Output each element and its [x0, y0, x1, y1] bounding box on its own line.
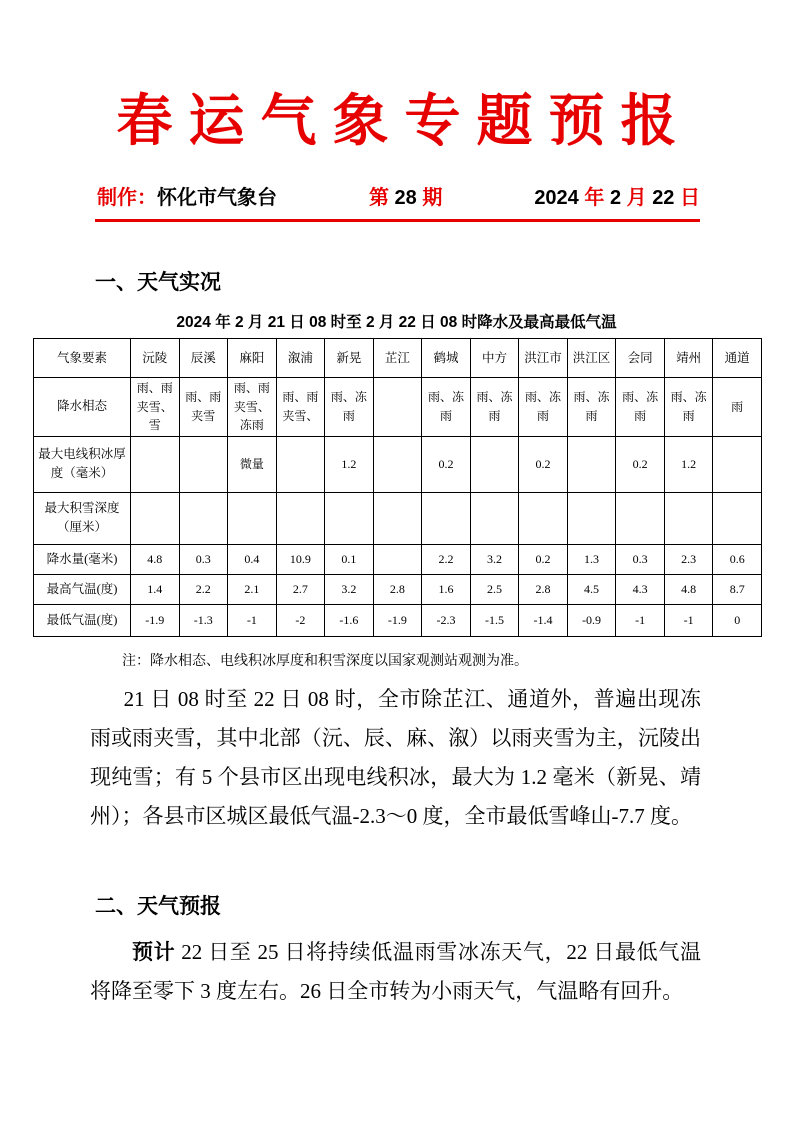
text-segment: 制作： [97, 187, 157, 210]
text-segment: 期 [416, 187, 443, 210]
table-header-metric: 气象要素 [34, 339, 131, 378]
table-cell: 雨、冻雨 [470, 378, 519, 437]
table-cell: 雨、冻雨 [325, 378, 374, 437]
table-cell: 8.7 [713, 574, 762, 604]
table-cell: 2.1 [228, 574, 277, 604]
table-cell [228, 492, 277, 544]
table-cell: 雨 [713, 378, 762, 437]
table-cell: 0.2 [519, 436, 568, 492]
table-cell: 雨、冻雨 [422, 378, 471, 437]
table-header-county: 麻阳 [228, 339, 277, 378]
text-segment: 年 [584, 187, 610, 210]
table-cell: -1.9 [373, 604, 422, 636]
table-cell [373, 436, 422, 492]
table-cell: 1.4 [131, 574, 180, 604]
table-cell [470, 436, 519, 492]
table-cell [373, 492, 422, 544]
table-header-row [34, 339, 762, 378]
row-label: 降水相态 [34, 378, 131, 437]
byline-producer [97, 181, 277, 210]
table-cell: 3.2 [470, 544, 519, 574]
table-header-county: 沅陵 [131, 339, 180, 378]
table-cell: 4.8 [664, 574, 713, 604]
weather-summary-paragraph: 21 日 08 时至 22 日 08 时，全市除芷江、通道外，普遍出现冻雨或雨夹雪，其中北部（沅、辰、麻、溆）以雨夹雪为主，沅陵出现纯雪；有 5 个县市区出现电线积冰，最大为 1.2 毫米（新晃、靖州）；各县市区城区最低气温-2.3～0 度，全市最低雪峰山-7.7 度。 [90, 686, 701, 828]
table-cell: 1.2 [664, 436, 713, 492]
text-segment: 日 [680, 187, 700, 210]
table-header-county: 靖州 [664, 339, 713, 378]
red-divider [95, 219, 700, 222]
table-cell: 2.7 [276, 574, 325, 604]
table-cell: 0.6 [713, 544, 762, 574]
table-cell [276, 492, 325, 544]
table-header-county: 鹤城 [422, 339, 471, 378]
table-row [34, 378, 762, 437]
table-cell [519, 492, 568, 544]
weather-table [33, 338, 762, 637]
table-cell: -1.3 [179, 604, 228, 636]
table-cell [276, 436, 325, 492]
table-cell: 0.4 [228, 544, 277, 574]
row-label: 降水量(毫米) [34, 544, 131, 574]
table-cell [325, 492, 374, 544]
table-cell: 2.2 [422, 544, 471, 574]
text-segment: 22 日至 25 日将持续低温雨雪冰冻天气，22 日最低气温将降至零下 3 度左右。26 日全市转为小雨天气，气温略有回升。 [90, 939, 702, 1003]
table-row [34, 436, 762, 492]
byline-issue-number [369, 181, 442, 210]
table-cell [422, 492, 471, 544]
table-cell: 1.6 [422, 574, 471, 604]
table-row [34, 492, 762, 544]
table-cell: 雨、雨夹雪、冻雨 [228, 378, 277, 437]
table-cell: 1.3 [567, 544, 616, 574]
table-cell [713, 436, 762, 492]
byline [97, 181, 700, 210]
table-cell: -1 [616, 604, 665, 636]
row-label: 最高气温(度) [34, 574, 131, 604]
table-cell: -0.9 [567, 604, 616, 636]
table-cell: 2.8 [519, 574, 568, 604]
table-cell: 雨、冻雨 [616, 378, 665, 437]
table-cell: -1 [228, 604, 277, 636]
table-row [34, 604, 762, 636]
table-cell: 2.5 [470, 574, 519, 604]
table-row [34, 574, 762, 604]
table-cell: 0.2 [519, 544, 568, 574]
table-header-county: 洪江市 [519, 339, 568, 378]
table-cell [616, 492, 665, 544]
table-cell: -1.5 [470, 604, 519, 636]
table-cell: 雨、冻雨 [567, 378, 616, 437]
table-cell [131, 492, 180, 544]
table-cell [373, 378, 422, 437]
table-cell [179, 492, 228, 544]
table-cell [567, 436, 616, 492]
table-cell [567, 492, 616, 544]
table-header-county: 芷江 [373, 339, 422, 378]
table-header-county: 中方 [470, 339, 519, 378]
table-cell: 雨、雨夹雪、雪 [131, 378, 180, 437]
table-cell: 0.3 [179, 544, 228, 574]
table-row [34, 544, 762, 574]
table-cell: 2.8 [373, 574, 422, 604]
text-segment: 月 [626, 187, 653, 210]
section-2-heading: 二、天气预报 [95, 894, 221, 918]
table-cell [664, 492, 713, 544]
text-segment: 怀化市气象台 [157, 187, 277, 210]
table-cell: 0.3 [616, 544, 665, 574]
text-segment: 28 [394, 187, 417, 210]
forecast-paragraph [90, 933, 701, 1011]
table-cell: -1 [664, 604, 713, 636]
table-cell: 雨、冻雨 [519, 378, 568, 437]
table-header-county: 洪江区 [567, 339, 616, 378]
table-cell: 2.3 [664, 544, 713, 574]
table-cell [131, 436, 180, 492]
table-cell: -1.4 [519, 604, 568, 636]
table-cell: 0.2 [616, 436, 665, 492]
table-cell [713, 492, 762, 544]
table-cell: 1.2 [325, 436, 374, 492]
section-1-heading: 一、天气实况 [95, 271, 221, 295]
table-cell: 2.2 [179, 574, 228, 604]
table-header-county: 辰溪 [179, 339, 228, 378]
table-header-county: 通道 [713, 339, 762, 378]
text-segment: 第 [368, 187, 395, 210]
table-cell: 10.9 [276, 544, 325, 574]
table-cell [179, 436, 228, 492]
byline-date [534, 181, 700, 210]
table-cell: 0 [713, 604, 762, 636]
table-cell: 4.3 [616, 574, 665, 604]
page-title: 春运气象专题预报 [116, 88, 693, 154]
table-cell: 4.8 [131, 544, 180, 574]
text-segment: 2024 [534, 187, 585, 210]
table-header-county: 会同 [616, 339, 665, 378]
text-segment: 2 [609, 187, 627, 210]
table-cell: 3.2 [325, 574, 374, 604]
table-cell: 雨、雨夹雪、 [276, 378, 325, 437]
table-cell [373, 544, 422, 574]
row-label: 最大积雪深度（厘米） [34, 492, 131, 544]
table-cell: -1.6 [325, 604, 374, 636]
table-cell: -2.3 [422, 604, 471, 636]
text-segment: 22 [652, 187, 680, 210]
row-label: 最低气温(度) [34, 604, 131, 636]
table-header-county: 新晃 [325, 339, 374, 378]
table-cell: 微量 [228, 436, 277, 492]
table-cell: 雨、雨夹雪 [179, 378, 228, 437]
table-cell: 0.2 [422, 436, 471, 492]
table-cell: 雨、冻雨 [664, 378, 713, 437]
table-cell: 0.1 [325, 544, 374, 574]
table-note: 注：降水相态、电线积冰厚度和积雪深度以国家观测站观测为准。 [122, 653, 528, 669]
table-cell: -1.9 [131, 604, 180, 636]
table-caption: 2024 年 2 月 21 日 08 时至 2 月 22 日 08 时降水及最高最低气温 [176, 314, 617, 332]
table-cell: 4.5 [567, 574, 616, 604]
table-cell: -2 [276, 604, 325, 636]
row-label: 最大电线积冰厚度（毫米） [34, 436, 131, 492]
text-segment: 预计 [132, 939, 176, 964]
table-cell [470, 492, 519, 544]
table-header-county: 溆浦 [276, 339, 325, 378]
